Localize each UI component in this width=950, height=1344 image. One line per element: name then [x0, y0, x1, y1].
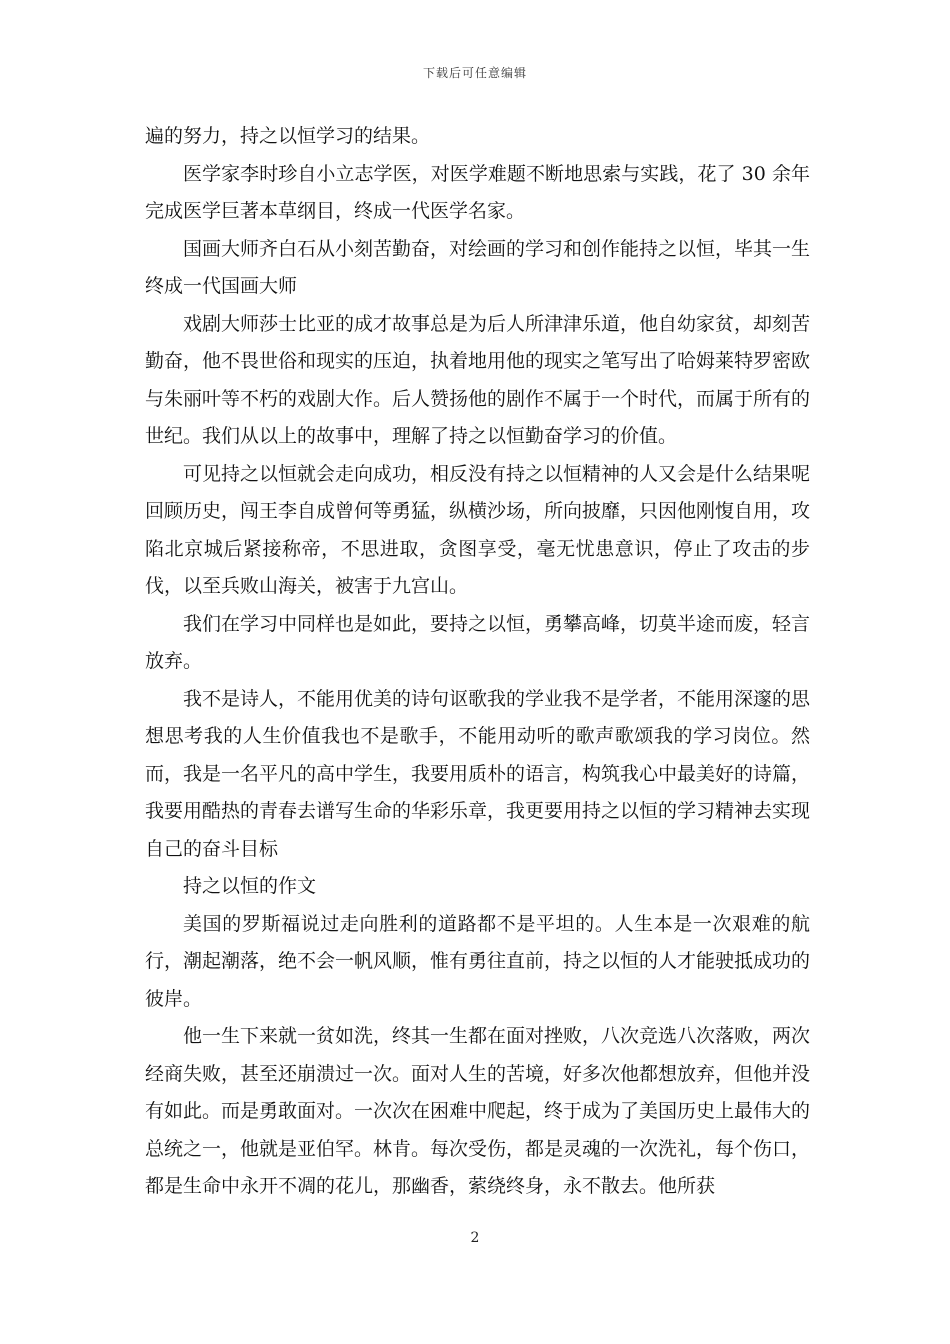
paragraph: 国画大师齐白石从小刻苦勤奋，对绘画的学习和创作能持之以恒，毕其一生终成一代国画大师 — [145, 237, 811, 297]
document-body — [145, 118, 810, 1206]
paragraph: 戏剧大师莎士比亚的成才故事总是为后人所津津乐道，他自幼家贫，却刻苦勤奋，他不畏世俗和现实的压迫，执着地用他的现实之笔写出了哈姆莱特罗密欧与朱丽叶等不朽的戏剧大作。后人赞扬他的剧作不属于一个时代，而属于所有的世纪。我们从以上的故事中，理解了持之以恒勤奋学习的价值。 — [145, 312, 811, 447]
page-header: 下载后可任意编辑 — [422, 66, 527, 80]
paragraph: 遍的努力，持之以恒学习的结果。 — [145, 125, 431, 147]
paragraph: 医学家李时珍自小立志学医，对医学难题不断地思索与实践，花了 30 余年完成医学巨著本草纲目，终成一代医学名家。 — [145, 162, 810, 222]
page-number: 2 — [470, 1230, 480, 1246]
paragraph: 我不是诗人，不能用优美的诗句讴歌我的学业我不是学者，不能用深邃的思想思考我的人生价值我也不是歌手，不能用动听的歌声歌颂我的学习岗位。然而，我是一名平凡的高中学生，我要用质朴的语言，构筑我心中最美好的诗篇，我要用酷热的青春去谱写生命的华彩乐章，我更要用持之以恒的学习精神去实现自己的奋斗目标 — [145, 687, 811, 860]
paragraph: 我们在学习中同样也是如此，要持之以恒，勇攀高峰，切莫半途而废，轻言放弃。 — [145, 612, 811, 672]
section-heading: 持之以恒的作文 — [183, 875, 317, 897]
paragraph: 美国的罗斯福说过走向胜利的道路都不是平坦的。人生本是一次艰难的航行，潮起潮落，绝不会一帆风顺，惟有勇往直前，持之以恒的人才能驶抵成功的彼岸。 — [145, 912, 811, 1010]
paragraph: 可见持之以恒就会走向成功，相反没有持之以恒精神的人又会是什么结果呢回顾历史，闯王李自成曾何等勇猛，纵横沙场，所向披靡，只因他刚愎自用，攻陷北京城后紧接称帝，不思进取，贪图享受，毫无忧患意识，停止了攻击的步伐，以至兵败山海关，被害于九宫山。 — [145, 462, 811, 597]
paragraph: 他一生下来就一贫如洗，终其一生都在面对挫败，八次竞选八次落败，两次经商失败，甚至还崩溃过一次。面对人生的苦境，好多次他都想放弃，但他并没有如此。而是勇敢面对。一次次在困难中爬起，终于成为了美国历史上最伟大的总统之一，他就是亚伯罕。林肯。每次受伤，都是灵魂的一次洗礼，每个伤口，都是生命中永开不凋的花儿，那幽香，萦绕终身，永不散去。他所获 — [145, 1025, 811, 1197]
